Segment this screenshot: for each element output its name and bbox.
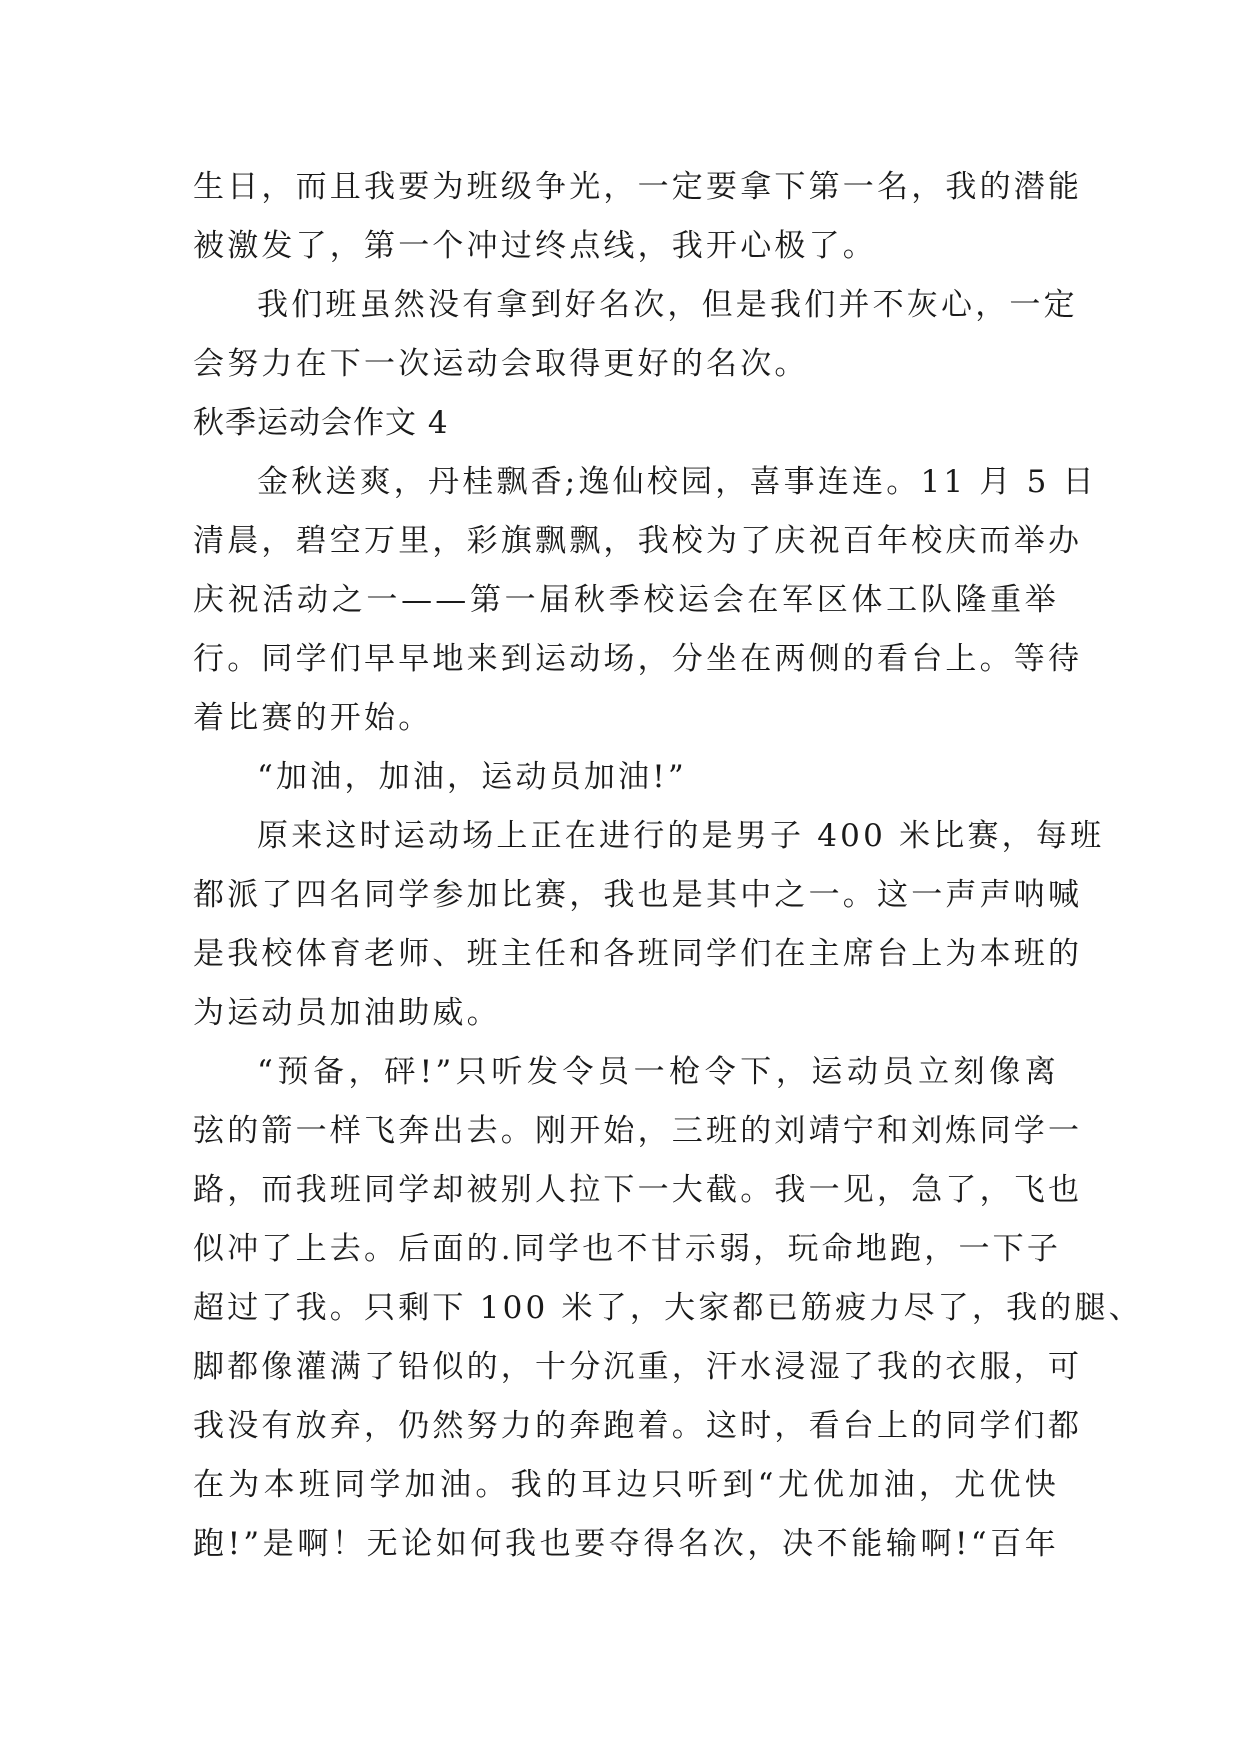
text-line: 着比赛的开始。 (193, 700, 433, 736)
text-line: 清晨，碧空万里，彩旗飘飘，我校为了庆祝百年校庆而举办 (193, 523, 1083, 559)
paragraph-cheer (193, 748, 1059, 807)
text-line: 庆祝活动之一——第一届秋季校运会在军区体工队隆重举 (193, 582, 1059, 618)
section-heading (193, 394, 1059, 453)
heading-text: 秋季运动会作文 4 (193, 405, 449, 441)
text-line: 生日，而且我要为班级争光，一定要拿下第一名，我的潜能 (193, 169, 1083, 205)
paragraph-birthday (193, 158, 1083, 276)
text-line: 脚都像灌满了铅似的，十分沉重，汗水浸湿了我的衣服，可 (193, 1349, 1083, 1385)
document-page (193, 158, 1143, 1574)
text-line: 被激发了，第一个冲过终点线，我开心极了。 (193, 228, 877, 264)
text-line: 会努力在下一次运动会取得更好的名次。 (193, 346, 809, 382)
text-line: 为运动员加油助威。 (193, 995, 501, 1031)
text-line: 都派了四名同学参加比赛，我也是其中之一。这一声声呐喊 (193, 877, 1083, 913)
text-line: 是我校体育老师、班主任和各班同学们在主席台上为本班的 (193, 936, 1083, 972)
text-line: 在为本班同学加油。我的耳边只听到“尤优加油，尤优快 (193, 1467, 1059, 1503)
text-line: 似冲了上去。后面的.同学也不甘示弱，玩命地跑，一下子 (193, 1231, 1062, 1267)
paragraph-class-result (193, 276, 1078, 394)
text-line: 弦的箭一样飞奔出去。刚开始，三班的刘靖宁和刘炼同学一 (193, 1113, 1083, 1149)
text-line: 金秋送爽，丹桂飘香;逸仙校园，喜事连连。11 月 5 日 (257, 464, 1097, 500)
paragraph-race-intro (193, 807, 1105, 1043)
text-line: “加油，加油，运动员加油!” (257, 759, 687, 795)
paragraph-autumn-opening (193, 453, 1097, 748)
paragraph-race-run (193, 1043, 1143, 1574)
text-line: 我们班虽然没有拿到好名次，但是我们并不灰心，一定 (257, 287, 1078, 323)
text-line: 原来这时运动场上正在进行的是男子 400 米比赛，每班 (257, 818, 1105, 854)
text-line: “预备，砰!”只听发令员一枪令下，运动员立刻像离 (257, 1054, 1059, 1090)
text-line: 行。同学们早早地来到运动场，分坐在两侧的看台上。等待 (193, 641, 1083, 677)
text-line: 我没有放弃，仍然努力的奔跑着。这时，看台上的同学们都 (193, 1408, 1083, 1444)
text-line: 路，而我班同学却被别人拉下一大截。我一见，急了，飞也 (193, 1172, 1083, 1208)
text-line: 跑!”是啊！无论如何我也要夺得名次，决不能输啊!“百年 (193, 1526, 1059, 1562)
text-line: 超过了我。只剩下 100 米了，大家都已筋疲力尽了，我的腿、 (193, 1290, 1143, 1326)
